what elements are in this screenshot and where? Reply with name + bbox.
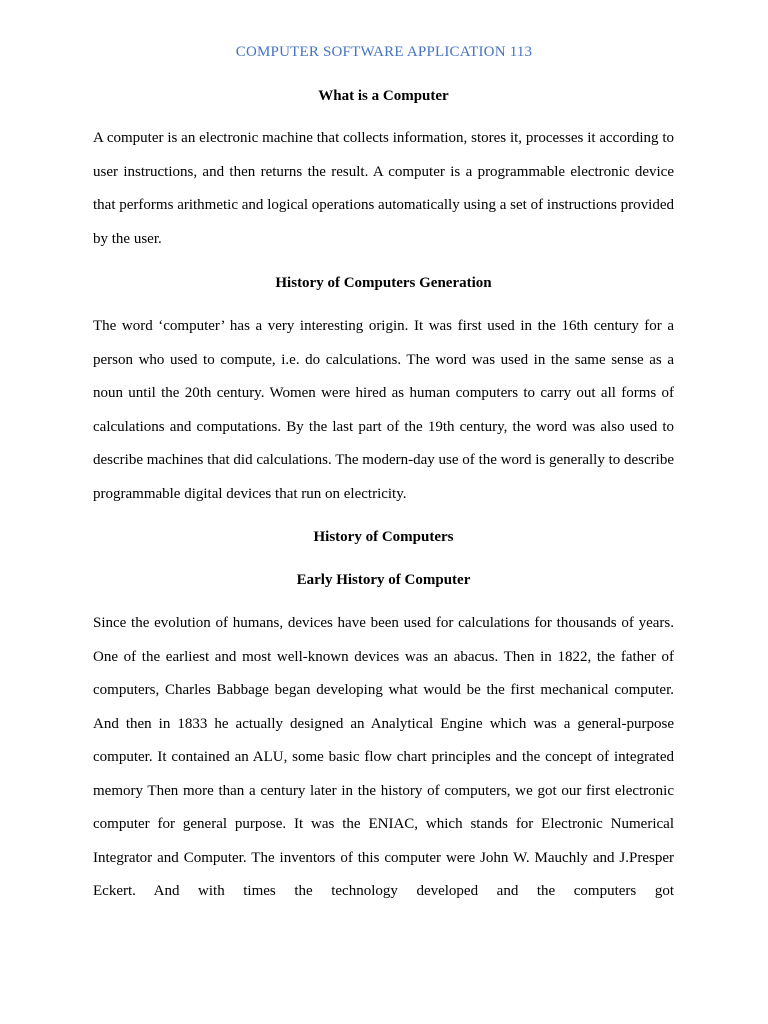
paragraph-word-origin: The word ‘computer’ has a very interesting origin. It was first used in the 16th century for a person who used to compute, i.e. do calculations. The word was used in the same sense as a noun until the 20th century. Women were hired as human computers to carry out all forms of calculations and computations. By the last part of the 19th century, the word was also used to describe machines that did calculations. The modern-day use of the word is generally to describe programmable digital devices that run on electricity. bbox=[93, 318, 674, 502]
section-heading-history-of-computers: History of Computers bbox=[313, 529, 454, 545]
paragraph-computer-definition: A computer is an electronic machine that collects information, stores it, processes it according to user instructions, and then returns the result. A computer is a programmable electronic device that performs arithmetic and logical operations automatically using a set of instructions provided by the user. bbox=[93, 130, 674, 247]
section-heading-history-generation: History of Computers Generation bbox=[275, 275, 492, 291]
section-heading-what-is-a-computer: What is a Computer bbox=[318, 88, 449, 104]
paragraph-early-history: Since the evolution of humans, devices have been used for calculations for thousands of years. One of the earliest and most well-known devices was an abacus. Then in 1822, the father of computers, Charles Babbage began developing what would be the first mechanical computer. And then in 1833 he actually designed an Analytical Engine which was a general-purpose computer. It contained an ALU, some basic flow chart principles and the concept of integrated memory Then more than a century later in the history of computers, we got our first electronic computer for general purpose. It was the ENIAC, which stands for Electronic Numerical Integrator and Computer. The inventors of this computer were John W. Mauchly and J.Presper Eckert. And with times the technology developed and the computers got bbox=[93, 615, 674, 899]
section-heading-early-history: Early History of Computer bbox=[296, 572, 471, 588]
running-header: COMPUTER SOFTWARE APPLICATION 113 bbox=[235, 44, 533, 60]
